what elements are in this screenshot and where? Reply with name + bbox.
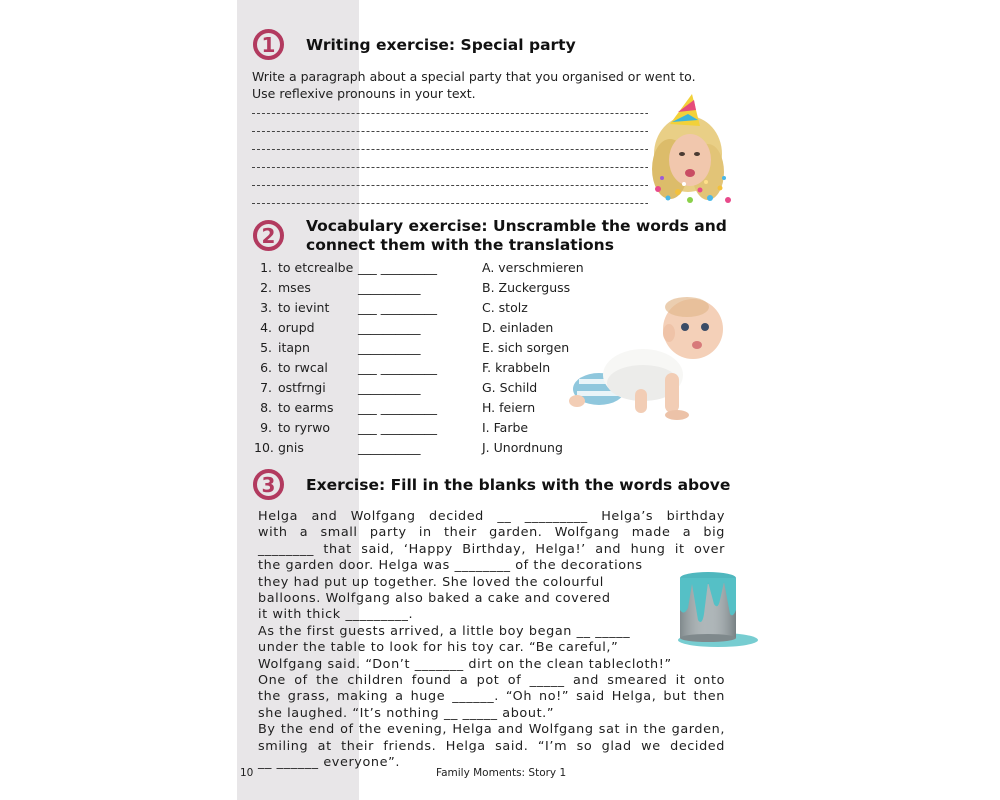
story-line: she laughed. “It’s nothing __ _____ about.” [258,705,555,721]
list-item[interactable]: 10. gnis __________ [254,440,421,455]
story-line: Helga and Wolfgang decided __ _________ Helga’s birthday [258,509,725,524]
exercise-2-title-line: Vocabulary exercise: Unscramble the words and [306,217,727,235]
list-item: E. sich sorgen [482,340,570,355]
list-item: H. feiern [482,400,536,415]
list-item: G. Schild [482,380,538,395]
list-item: B. Zuckerguss [482,280,571,295]
list-item[interactable]: 5. itapn __________ [260,340,421,355]
exercise-1-instructions [252,68,696,102]
list-item: A. verschmieren [482,260,584,275]
story-line: under the table to look for his toy car. “Be careful,” [258,640,619,656]
exercise-2-number: 2 [253,220,284,251]
list-item: D. einladen [482,320,554,335]
crawling-baby-photo [565,293,725,423]
scrambled-word-list [254,258,474,458]
story-line: One of the children found a pot of _____ and smeared it onto [258,673,725,689]
list-item: C. stolz [482,300,528,315]
story-line: it with thick _________. [258,607,414,623]
story-line: smiling at their friends. Helga said. “I’m so glad we decided [258,738,725,754]
story-line: with a small party in their garden. Wolfgang made a big [258,525,725,541]
list-item[interactable]: 7. ostfrngi __________ [260,380,421,395]
paint-can-photo [670,570,760,650]
instruction-line: Use reflexive pronouns in your text. [252,86,476,101]
exercise-1-title: Writing exercise: Special party [306,36,576,54]
story-line: __ ______ everyone”. [258,755,400,771]
exercise-2-title [306,217,727,255]
story-line: As the first guests arrived, a little boy began __ _____ [258,623,631,639]
story-line: ________ that said, ‘Happy Birthday, Helga!’ and hung it over [258,541,725,557]
exercise-3-title: Exercise: Fill in the blanks with the words above [306,476,731,494]
list-item: J. Unordnung [482,440,563,455]
story-line: they had put up together. She loved the colourful [258,574,604,590]
footer-title: Family Moments: Story 1 [436,767,567,779]
story-line: balloons. Wolfgang also baked a cake and covered [258,591,611,607]
story-line: By the end of the evening, Helga and Wolfgang sat in the garden, [258,722,725,738]
list-item[interactable]: 1. to etcrealbe ___ _________ [260,260,437,275]
page-number: 10 [240,767,254,779]
list-item[interactable]: 2. mses __________ [260,280,421,295]
list-item[interactable]: 3. to ievint ___ _________ [260,300,437,315]
list-item[interactable]: 4. orupd __________ [260,320,421,335]
story-line: Wolfgang said. “Don’t _______ dirt on the clean tablecloth!” [258,656,672,672]
instruction-line: Write a paragraph about a special party that you organised or went to. [252,69,696,84]
story-line: the grass, making a huge ______. “Oh no!” said Helga, but then [258,689,725,705]
party-girl-photo [648,94,736,208]
list-item[interactable]: 9. to ryrwo ___ _________ [260,420,437,435]
list-item[interactable]: 6. to rwcal ___ _________ [260,360,437,375]
story-line: the garden door. Helga was ________ of the decorations [258,558,643,574]
list-item: F. krabbeln [482,360,551,375]
fill-in-story [258,509,725,772]
list-item: I. Farbe [482,420,529,435]
exercise-1-number: 1 [253,29,284,60]
list-item[interactable]: 8. to earms ___ _________ [260,400,437,415]
exercise-3-number: 3 [253,469,284,500]
exercise-2-title-line: connect them with the translations [306,236,614,254]
